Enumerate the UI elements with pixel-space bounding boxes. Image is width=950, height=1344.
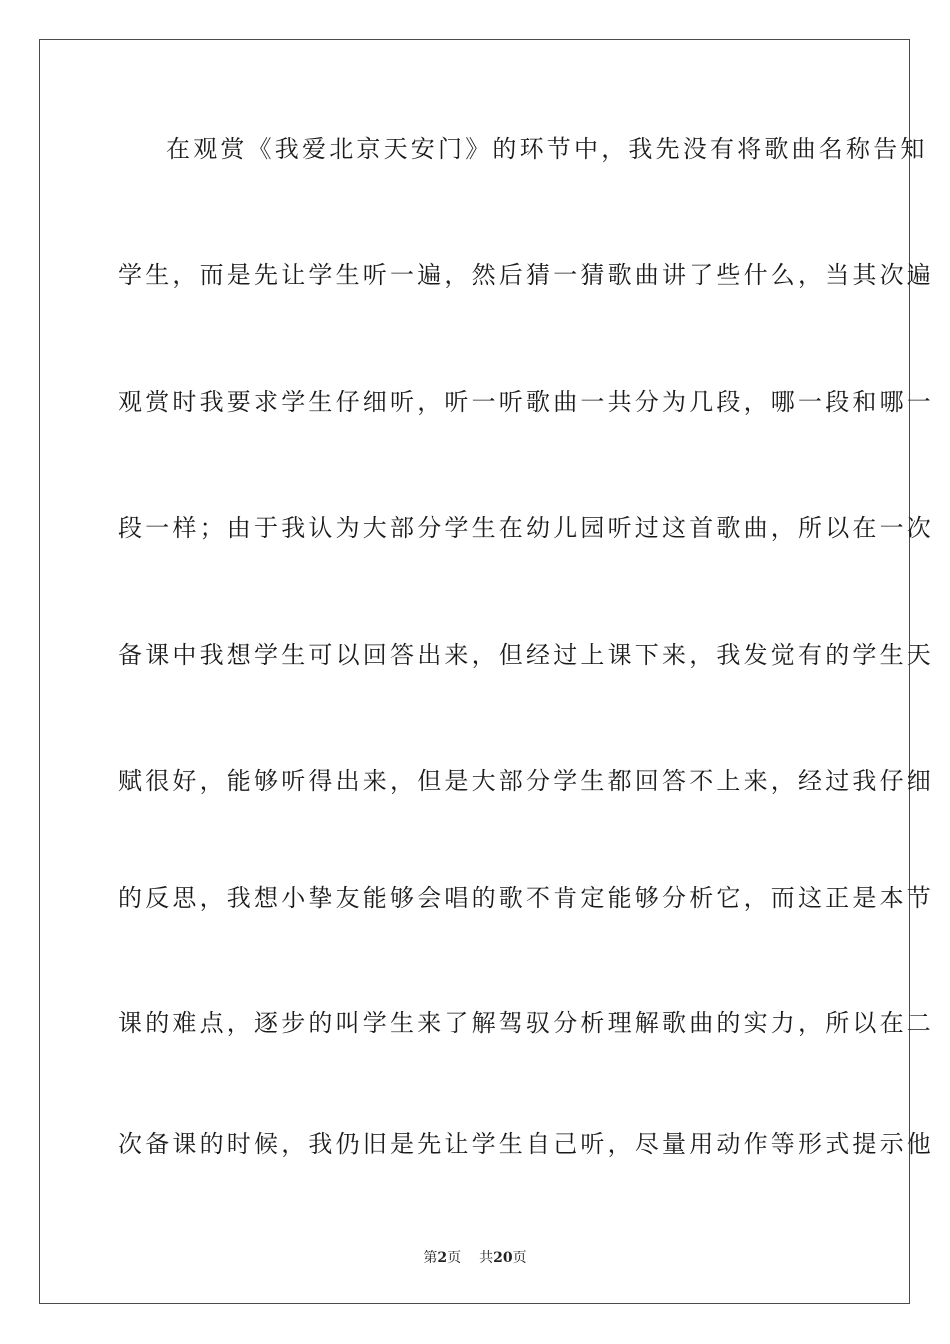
page-number: 2 [437, 1250, 448, 1266]
paragraph-line: 观赏时我要求学生仔细听，听一听歌曲一共分为几段，哪一段和哪一 [118, 388, 934, 416]
paragraph-line: 的反思，我想小挚友能够会唱的歌不肯定能够分析它，而这正是本节 [118, 884, 934, 912]
paragraph-line: 在观赏《我爱北京天安门》的环节中，我先没有将歌曲名称告知 [166, 135, 928, 163]
total-prefix: 共 [479, 1250, 494, 1266]
paragraph-line: 备课中我想学生可以回答出来，但经过上课下来，我发觉有的学生天 [118, 641, 934, 669]
page-suffix: 页 [447, 1250, 462, 1266]
page-prefix: 第 [423, 1250, 438, 1266]
total-pages: 20 [493, 1250, 513, 1266]
total-suffix: 页 [512, 1250, 527, 1266]
paragraph-line: 段一样；由于我认为大部分学生在幼儿园听过这首歌曲，所以在一次 [118, 514, 934, 542]
paragraph-line: 课的难点，逐步的叫学生来了解驾驭分析理解歌曲的实力，所以在二 [118, 1009, 934, 1037]
page-footer [0, 1247, 950, 1267]
paragraph-line: 赋很好，能够听得出来，但是大部分学生都回答不上来，经过我仔细 [118, 767, 934, 795]
paragraph-line: 学生，而是先让学生听一遍，然后猜一猜歌曲讲了些什么，当其次遍 [118, 261, 934, 289]
paragraph-line: 次备课的时候，我仍旧是先让学生自己听，尽量用动作等形式提示他 [118, 1130, 934, 1158]
